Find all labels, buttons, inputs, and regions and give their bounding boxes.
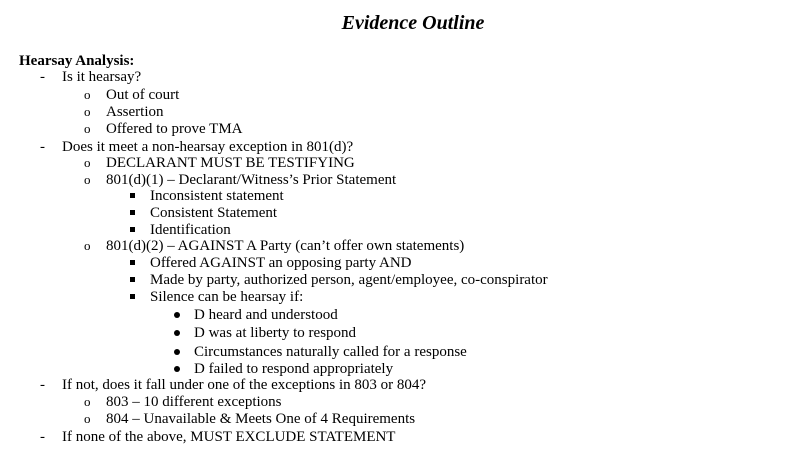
outline-item: 804 – Unavailable & Meets One of 4 Requirements: [106, 411, 416, 427]
document-title: Evidence Outline: [341, 12, 485, 34]
outline-item: Circumstances naturally called for a response: [194, 344, 467, 360]
square-bullet: [130, 227, 135, 232]
dot-bullet: [174, 312, 180, 318]
dot-bullet: [174, 330, 180, 336]
circle-bullet: o: [84, 104, 91, 119]
square-bullet: [130, 277, 135, 282]
dash-bullet: -: [40, 429, 45, 445]
outline-item: Identification: [150, 222, 231, 238]
outline-item: Offered AGAINST an opposing party AND: [150, 255, 412, 271]
outline-item: If none of the above, MUST EXCLUDE STATEMENT: [62, 429, 396, 445]
circle-bullet: o: [84, 394, 91, 409]
outline-item: Consistent Statement: [150, 205, 278, 221]
dash-bullet: -: [40, 69, 45, 85]
circle-bullet: o: [84, 411, 91, 426]
outline-item: Silence can be hearsay if:: [150, 289, 304, 305]
dash-bullet: -: [40, 377, 45, 393]
outline-item: D was at liberty to respond: [194, 325, 357, 341]
circle-bullet: o: [84, 172, 91, 187]
section-heading: Hearsay Analysis:: [19, 53, 135, 69]
outline-item: Made by party, authorized person, agent/employee, co-conspirator: [150, 272, 548, 288]
square-bullet: [130, 210, 135, 215]
outline-item: 801(d)(2) – AGAINST A Party (can’t offer own statements): [106, 238, 465, 254]
outline-item: 803 – 10 different exceptions: [106, 394, 282, 410]
outline-item: If not, does it fall under one of the exceptions in 803 or 804?: [62, 377, 427, 393]
outline-item: Is it hearsay?: [62, 69, 142, 85]
square-bullet: [130, 294, 135, 299]
dot-bullet: [174, 366, 180, 372]
square-bullet: [130, 193, 135, 198]
dot-bullet: [174, 349, 180, 355]
dash-bullet: -: [40, 139, 45, 155]
outline-item: D heard and understood: [194, 307, 338, 323]
outline-item: Offered to prove TMA: [106, 121, 243, 137]
outline-item: Assertion: [106, 104, 164, 120]
outline-item: DECLARANT MUST BE TESTIFYING: [106, 155, 355, 171]
outline-item: Out of court: [106, 87, 180, 103]
circle-bullet: o: [84, 155, 91, 170]
outline-item: D failed to respond appropriately: [194, 361, 394, 377]
circle-bullet: o: [84, 121, 91, 136]
outline-item: Inconsistent statement: [150, 188, 284, 204]
square-bullet: [130, 260, 135, 265]
outline-item: 801(d)(1) – Declarant/Witness’s Prior Statement: [106, 172, 397, 188]
circle-bullet: o: [84, 238, 91, 253]
circle-bullet: o: [84, 87, 91, 102]
outline-item: Does it meet a non-hearsay exception in 801(d)?: [62, 139, 354, 155]
